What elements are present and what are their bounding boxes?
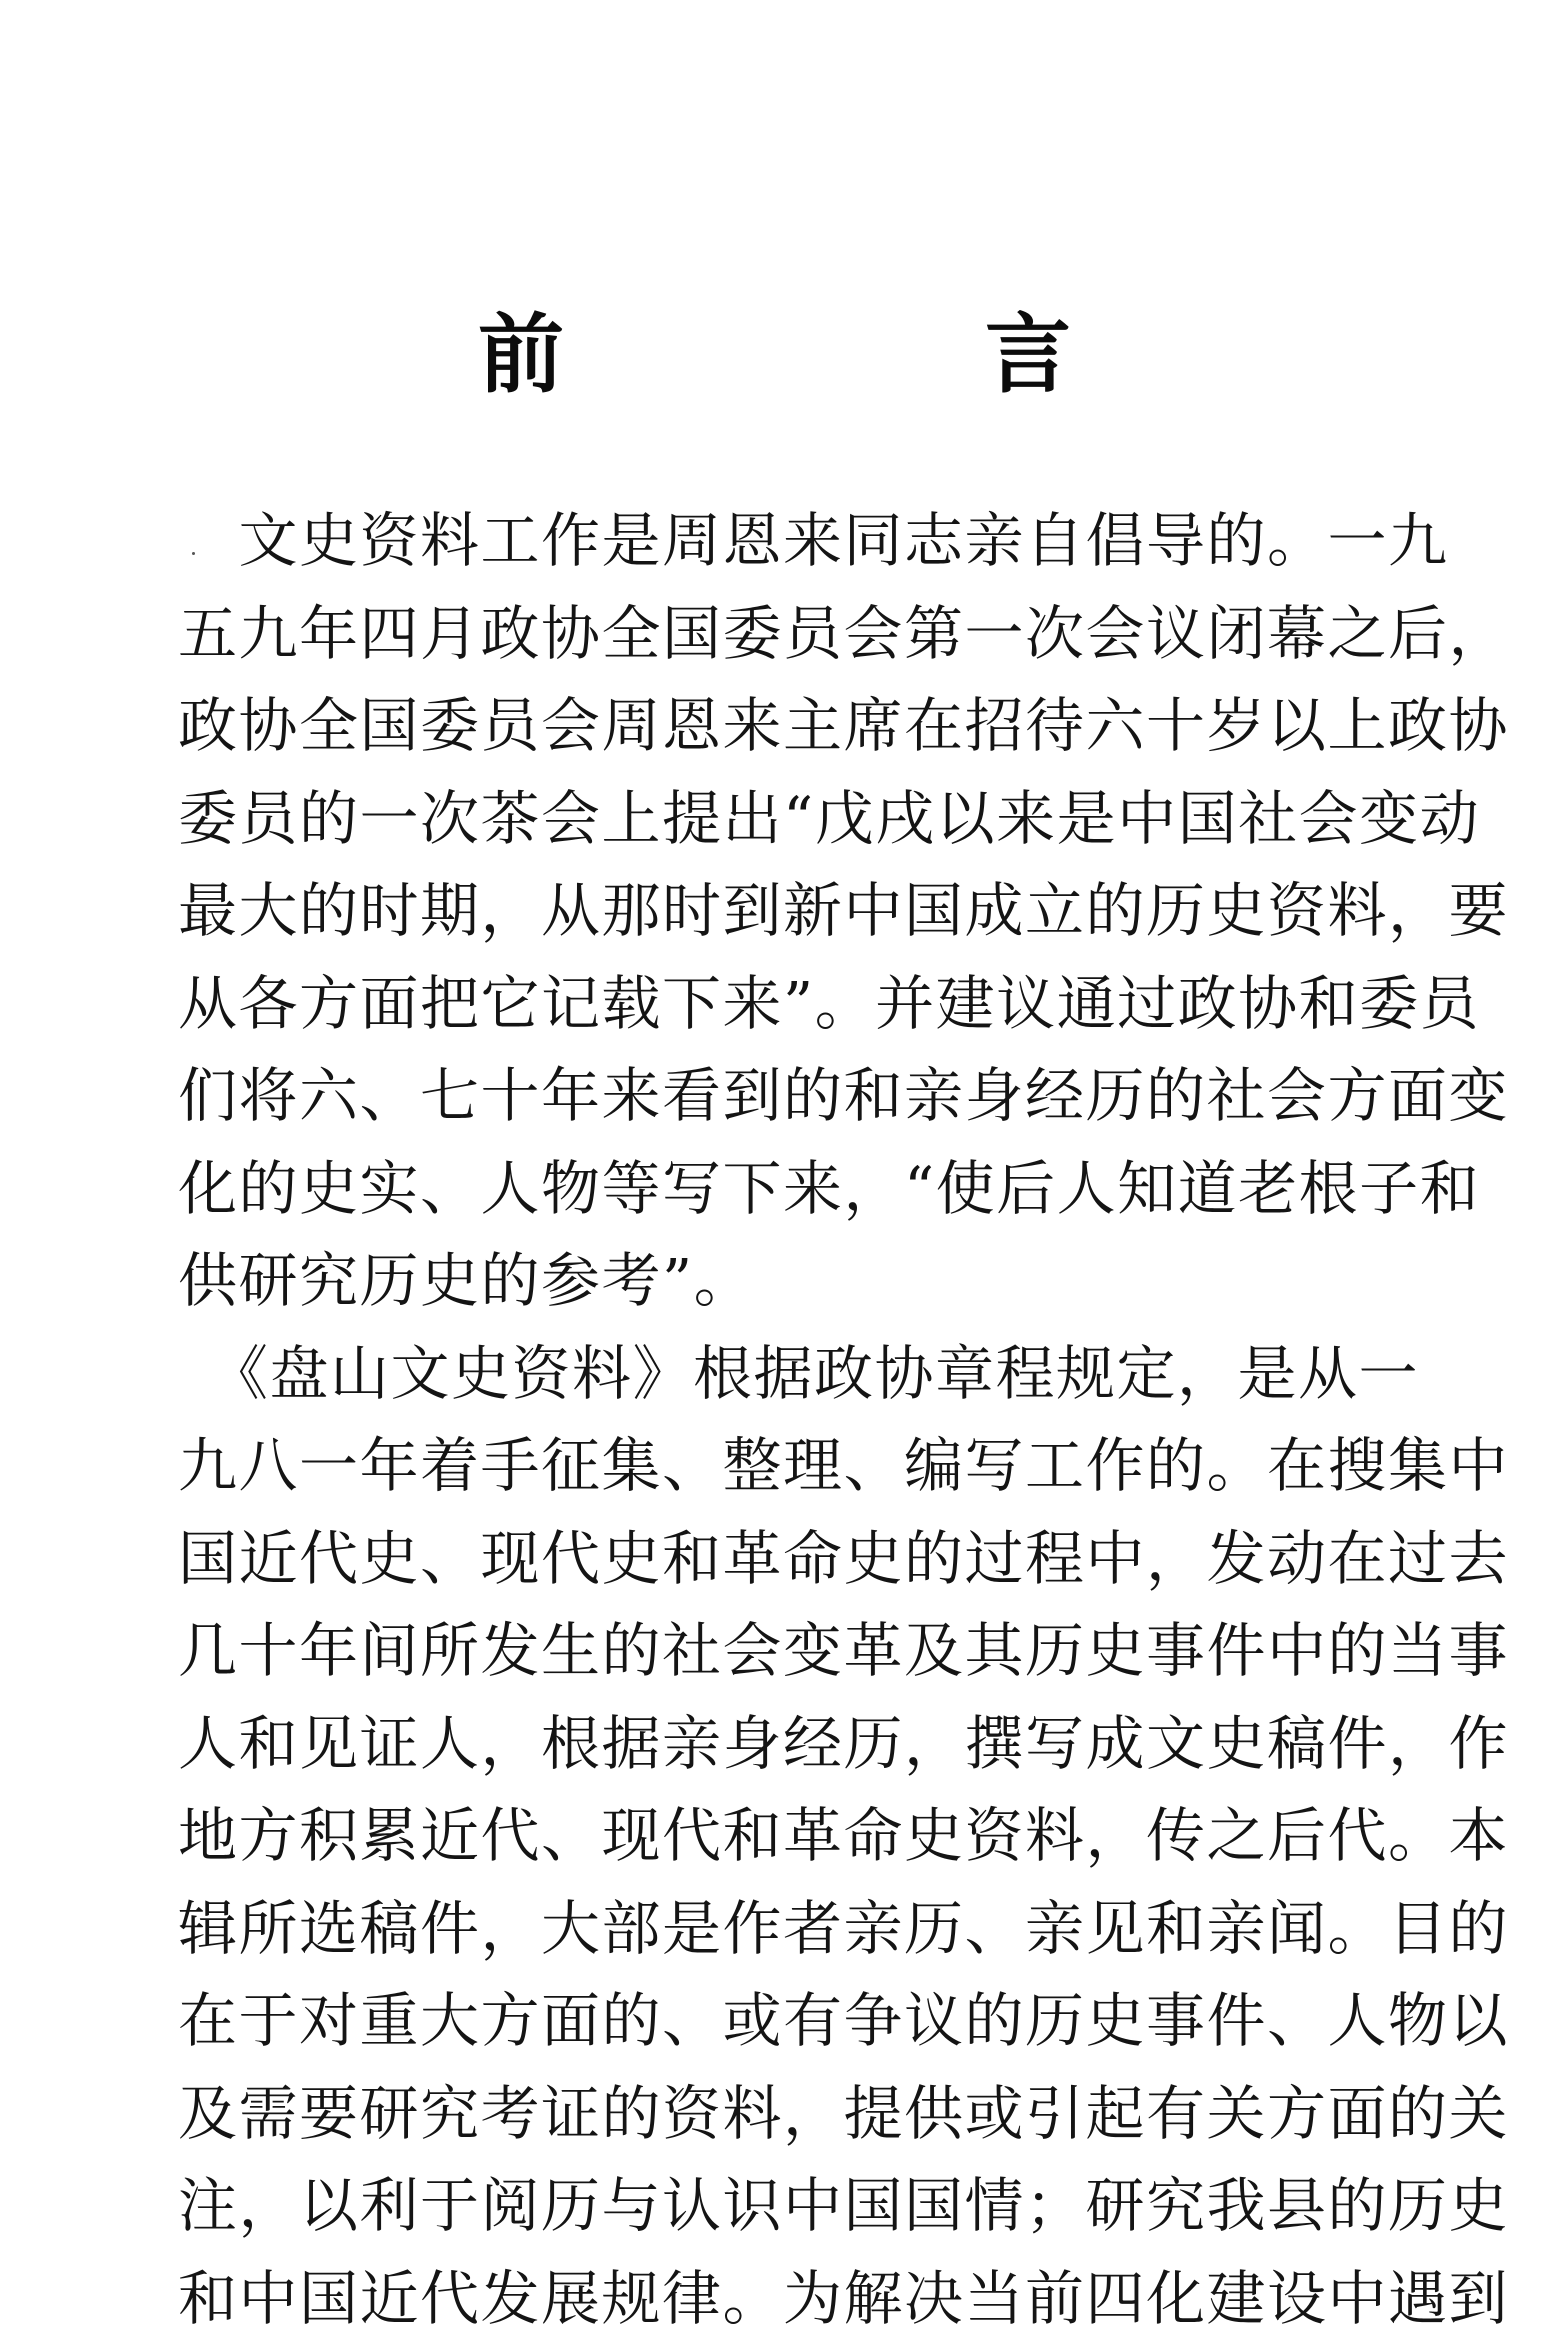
text-line: 最大的时期，从那时到新中国成立的历史资料，要 — [178, 865, 1393, 958]
text-line: 几十年间所发生的社会变革及其历史事件中的当事 — [178, 1605, 1393, 1698]
text-line: 文史资料工作是周恩来同志亲自倡导的。一九 — [178, 495, 1393, 588]
text-line: 化的史实、人物等写下来，“使后人知道老根子和 — [178, 1143, 1393, 1236]
text-line: 地方积累近代、现代和革命史资料，传之后代。本 — [178, 1790, 1393, 1883]
text-line: 和中国近代发展规律。为解决当前四化建设中遇到 — [178, 2253, 1393, 2345]
text-line: 国近代史、现代史和革命史的过程中，发动在过去 — [178, 1513, 1393, 1606]
text-line: 政协全国委员会周恩来主席在招待六十岁以上政协 — [178, 680, 1393, 773]
title-char-2: 言 — [985, 300, 1071, 410]
text-line: 辑所选稿件，大部是作者亲历、亲见和亲闻。目的 — [178, 1883, 1393, 1976]
text-line: 注，以利于阅历与认识中国国情；研究我县的历史 — [178, 2160, 1393, 2253]
text-line: 《盘山文史资料》根据政协章程规定，是从一 — [178, 1328, 1393, 1421]
text-line: 在于对重大方面的、或有争议的历史事件、人物以 — [178, 1975, 1393, 2068]
text-line: 人和见证人，根据亲身经历，撰写成文史稿件，作 — [178, 1698, 1393, 1791]
title-char-1: 前 — [478, 300, 564, 410]
text-line: 九八一年着手征集、整理、编写工作的。在搜集中 — [178, 1420, 1393, 1513]
text-line: 五九年四月政协全国委员会第一次会议闭幕之后， — [178, 588, 1393, 681]
text-line: 及需要研究考证的资料，提供或引起有关方面的关 — [178, 2068, 1393, 2161]
text-line: 委员的一次茶会上提出“戊戌以来是中国社会变动 — [178, 773, 1393, 866]
text-line: 从各方面把它记载下来”。并建议通过政协和委员 — [178, 958, 1393, 1051]
text-line: 供研究历史的参考”。 — [178, 1235, 1393, 1328]
body-text — [178, 495, 1393, 2345]
page-title — [0, 300, 1566, 410]
text-line: 们将六、七十年来看到的和亲身经历的社会方面变 — [178, 1050, 1393, 1143]
